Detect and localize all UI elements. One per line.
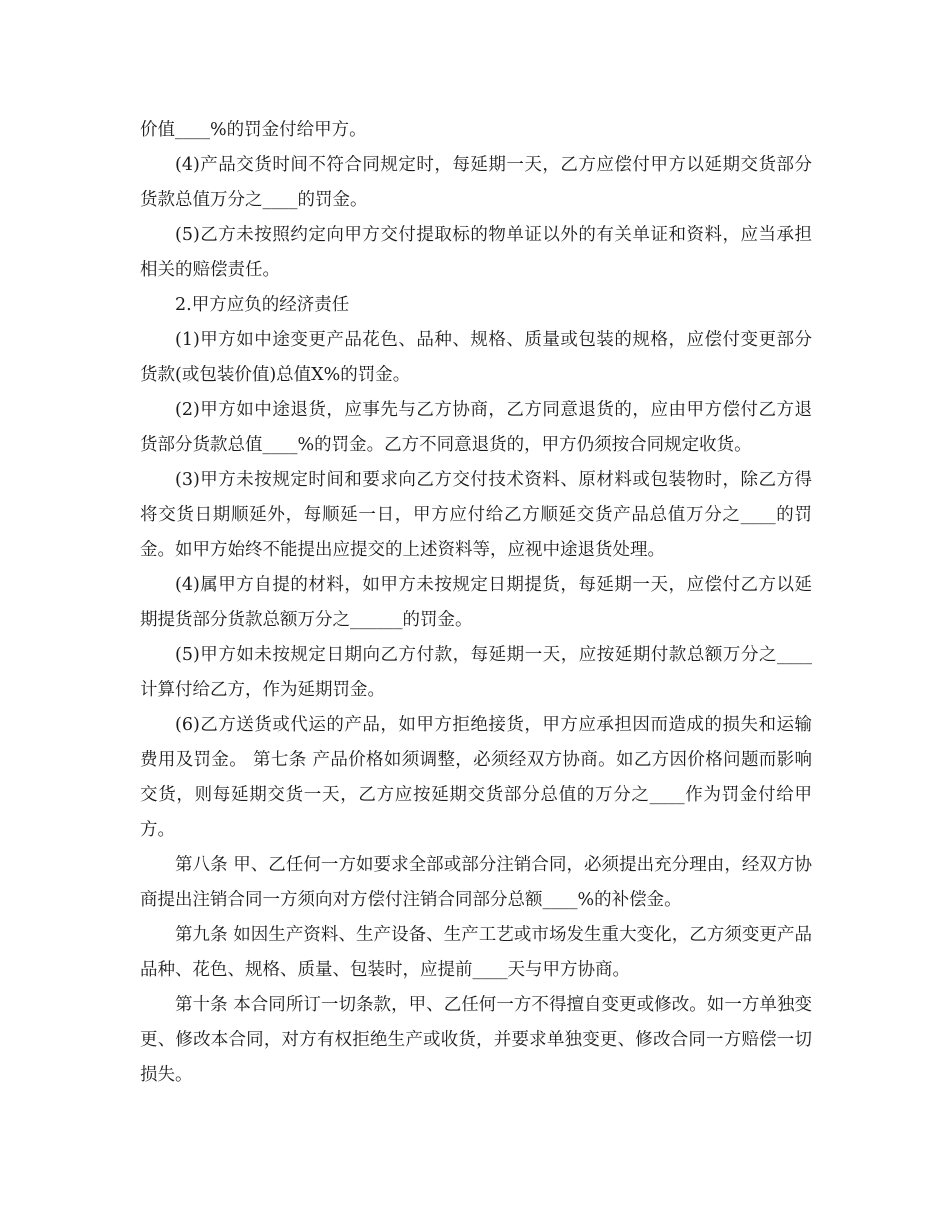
paragraph-buyer-pickup: (4)属甲方自提的材料，如甲方未按规定日期提货，每延期一天，应偿付乙方以延期提货部分货款总额万分之______的罚金。 [140,575,812,630]
paragraph-buyer-return: (2)甲方如中途退货，应事先与乙方协商，乙方同意退货的，应由甲方偿付乙方退货部分货款总值____%的罚金。乙方不同意退货的，甲方仍须按合同规定收货。 [140,400,812,455]
paragraph-article-ten: 第十条 本合同所订一切条款，甲、乙任何一方不得擅自变更或修改。如一方单独变更、修改本合同，对方有权拒绝生产或收货，并要求单独变更、修改合同一方赔偿一切损失。 [140,995,812,1085]
paragraph-seller-delay-penalty: (4)产品交货时间不符合同规定时，每延期一天，乙方应偿付甲方以延期交货部分货款总值万分之____的罚金。 [140,155,812,210]
paragraph-buyer-payment: (5)甲方如未按规定日期向乙方付款，每延期一天，应按延期付款总额万分之____计算付给乙方，作为延期罚金。 [140,645,812,700]
paragraph-seller-documents: (5)乙方未按照约定向甲方交付提取标的物单证以外的有关单证和资料，应当承担相关的赔偿责任。 [140,225,812,280]
paragraph-buyer-materials: (3)甲方未按规定时间和要求向乙方交付技术资料、原材料或包装物时，除乙方得将交货日期顺延外，每顺延一日，甲方应付给乙方顺延交货产品总值万分之____的罚金。如甲方始终不能提出应提交的上述资料等，应视中途退货处理。 [140,470,812,560]
paragraph-penalty-value: 价值____%的罚金付给甲方。 [140,120,367,140]
paragraph-article-nine: 第九条 如因生产资料、生产设备、生产工艺或市场发生重大变化，乙方须变更产品品种、花色、规格、质量、包装时，应提前____天与甲方协商。 [140,925,812,980]
section-heading-buyer-liability: 2.甲方应负的经济责任 [175,295,350,315]
paragraph-article-eight: 第八条 甲、乙任何一方如要求全部或部分注销合同，必须提出充分理由，经双方协商提出注销合同一方须向对方偿付注销合同部分总额____%的补偿金。 [140,855,812,910]
paragraph-article-seven: (6)乙方送货或代运的产品，如甲方拒绝接货，甲方应承担因而造成的损失和运输费用及罚金。 第七条 产品价格如须调整，必须经双方协商。如乙方因价格问题而影响交货，则每延期交货一天，乙方应按延期交货部分总值的万分之____作为罚金付给甲方。 [140,715,812,840]
paragraph-buyer-change-spec: (1)甲方如中途变更产品花色、品种、规格、质量或包装的规格，应偿付变更部分货款(或包装价值)总值X%的罚金。 [140,330,812,385]
document-body [140,113,812,1093]
